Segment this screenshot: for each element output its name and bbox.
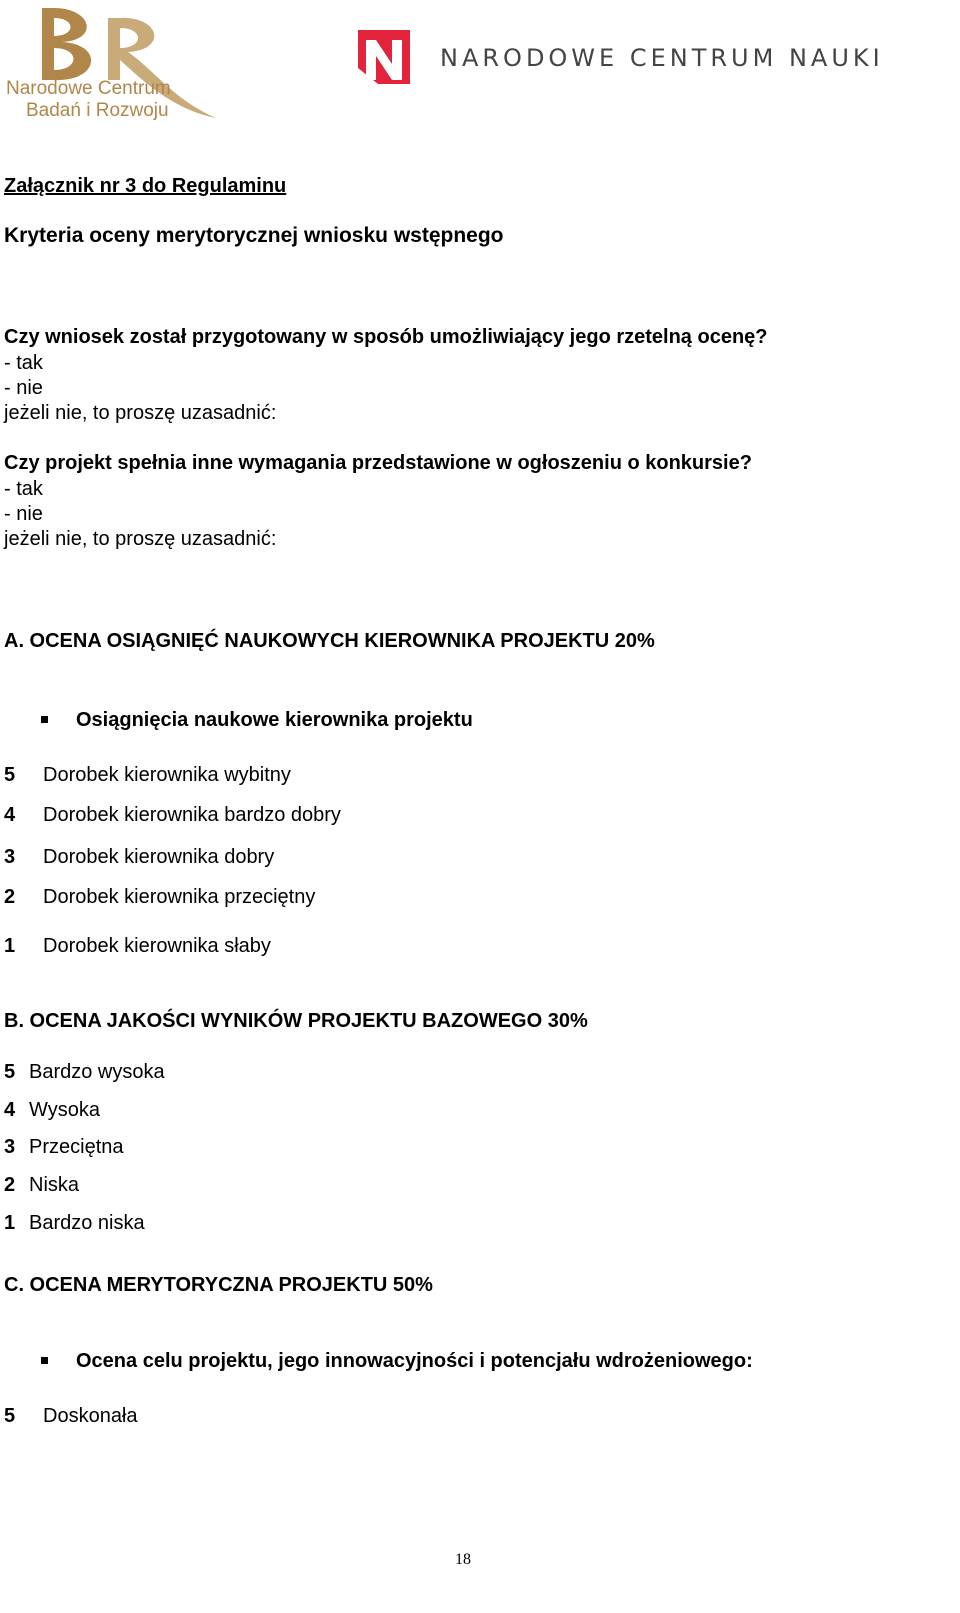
section-c-bullet: Ocena celu projektu, jego innowacyjności i potencjału wdrożeniowego: — [76, 1350, 753, 1372]
section-a-score: 4 — [4, 804, 16, 826]
ncbr-name-line2: Badań i Rozwoju — [26, 100, 169, 121]
section-c-heading: C. OCENA MERYTORYCZNA PROJEKTU 50% — [4, 1274, 433, 1296]
bullet-square-icon — [41, 1357, 48, 1364]
question-2-yes: - tak — [4, 478, 43, 500]
section-b-score: 5 — [4, 1061, 16, 1083]
section-a-label: Dorobek kierownika słaby — [43, 935, 271, 957]
annex-title: Załącznik nr 3 do Regulaminu — [4, 175, 287, 197]
section-a-label: Dorobek kierownika bardzo dobry — [43, 804, 341, 826]
question-1-yes: - tak — [4, 352, 43, 374]
section-a-score: 3 — [4, 846, 16, 868]
section-b-label: Bardzo niska — [29, 1212, 145, 1234]
section-a-score: 5 — [4, 764, 16, 786]
question-1-justify: jeżeli nie, to proszę uzasadnić: — [4, 402, 277, 424]
section-a-label: Dorobek kierownika wybitny — [43, 764, 291, 786]
question-1: Czy wniosek został przygotowany w sposób umożliwiający jego rzetelną ocenę? — [4, 326, 768, 348]
section-b-label: Bardzo wysoka — [29, 1061, 165, 1083]
question-2-justify: jeżeli nie, to proszę uzasadnić: — [4, 528, 277, 550]
ncbr-name-line1: Narodowe Centrum — [6, 78, 171, 99]
section-b-score: 2 — [4, 1174, 16, 1196]
section-a-label: Dorobek kierownika dobry — [43, 846, 275, 868]
main-title: Kryteria oceny merytorycznej wniosku wstępnego — [4, 224, 504, 247]
section-b-label: Wysoka — [29, 1099, 100, 1121]
section-b-heading: B. OCENA JAKOŚCI WYNIKÓW PROJEKTU BAZOWEGO 30% — [4, 1010, 588, 1032]
section-c-score: 5 — [4, 1405, 16, 1427]
ncn-name: NARODOWE CENTRUM NAUKI — [440, 44, 884, 72]
section-b-score: 3 — [4, 1136, 16, 1158]
section-c-label: Doskonała — [43, 1405, 138, 1427]
page-number: 18 — [455, 1551, 471, 1568]
section-a-score: 1 — [4, 935, 16, 957]
section-b-label: Przeciętna — [29, 1136, 124, 1158]
section-a-score: 2 — [4, 886, 16, 908]
ncbr-logo — [4, 0, 220, 124]
question-2-no: - nie — [4, 503, 43, 525]
section-a-bullet: Osiągnięcia naukowe kierownika projektu — [76, 709, 473, 731]
section-a-label: Dorobek kierownika przeciętny — [43, 886, 316, 908]
section-b-score: 1 — [4, 1212, 16, 1234]
question-1-no: - nie — [4, 377, 43, 399]
section-b-score: 4 — [4, 1099, 16, 1121]
ncn-emblem-icon — [358, 30, 410, 84]
question-2: Czy projekt spełnia inne wymagania przedstawione w ogłoszeniu o konkursie? — [4, 452, 752, 474]
bullet-square-icon — [41, 716, 48, 723]
section-a-heading: A. OCENA OSIĄGNIĘĆ NAUKOWYCH KIEROWNIKA PROJEKTU 20% — [4, 630, 655, 652]
section-b-label: Niska — [29, 1174, 80, 1196]
